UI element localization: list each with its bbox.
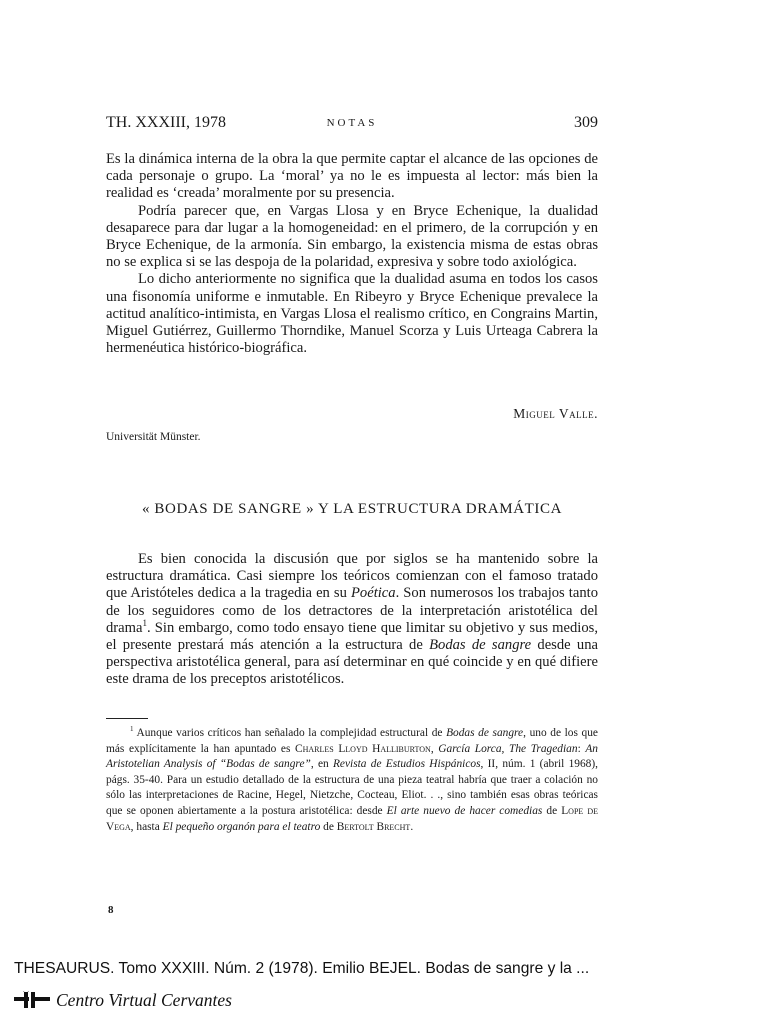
intro-text: [106, 151, 598, 357]
italic-title: Poética: [351, 585, 396, 602]
author-affiliation: Universität Münster.: [106, 431, 201, 443]
italic-title: Bodas de sangre: [429, 637, 532, 654]
paragraph: Podría parecer que, en Vargas Llosa y en Bryce Echenique, la dualidad desaparece para dar lugar a la homogeneidad: en el primero, de la corrupción y en Bryce Echenique, de la armonía. Sin embargo, la existencia misma de estas obras no se explica si se las despoja de la polaridad, expresiva y sobre todo axiológica.: [106, 202, 598, 271]
page-number: 309: [574, 114, 598, 131]
cvc-logo-icon: [14, 991, 50, 1009]
footnote-ref: 1: [142, 617, 147, 628]
cvc-brand-name: Centro Virtual Cervantes: [56, 989, 232, 1010]
author-signature: Miguel Valle.: [513, 406, 598, 421]
footnote-number: 1: [130, 725, 134, 734]
paragraph: Lo dicho anteriormente no significa que la dualidad asuma en todos los casos una fisonomía uniforme e inmutable. En Ribeyro y Bryce Echenique prevalece la actitud analítico-intimista, en Vargas Llosa el realismo crítico, en Congrains Martin, Miguel Gutiérrez, Guillermo Thorndike, Manuel Scorza y Luis Urteaga Cabrera la hermenéutica histórico-biográfica.: [106, 271, 598, 357]
author-name: Charles Lloyd Halliburton: [295, 742, 431, 755]
header-section: NOTAS: [326, 117, 378, 129]
author-name: Lope de Vega: [106, 804, 598, 833]
running-header: [106, 114, 598, 136]
article-body: [106, 551, 598, 689]
printer-signature-mark: 8: [108, 904, 114, 916]
footnote-rule: [106, 718, 148, 719]
header-volume: TH. XXXIII, 1978: [106, 114, 226, 131]
author-name: Bertolt Brecht: [336, 820, 411, 833]
paragraph: Es bien conocida la discusión que por siglos se ha mantenido sobre la estructura dramática. Casi siempre los teóricos comienzan con el famoso tratado que Aristóteles dedica a la tragedia en su Poética. Son numerosos los trabajos tanto de los seguidores como de los detractores de la interpretación aristotélica del drama$^1$. Sin embargo, como todo ensayo tiene que limitar su objetivo y sus medios, el presente prestará más atención a la estructura de Bodas de sangre desde una perspectiva aristotélica general, para así determinar en qué coincide y en qué difiere este drama de los preceptos aristotélicos.: [106, 551, 598, 688]
paragraph: Es la dinámica interna de la obra la que permite captar el alcance de las opciones de cada personaje o grupo. La ‘moral’ ya no le es impuesta al lector: más bien la realidad es ‘creada’ moralmente por su presencia.: [106, 151, 598, 202]
footnote-text: $^1$ Aunque varios críticos han señalado la complejidad estructural de Bodas de sangre, uno de los que más explícitamente la han apuntado es Charles Lloyd Halliburton, García Lorca, The Tragedian: An Aristotelian Analysis of “Bodas de sangre”, en Revista de Estudios Hispánicos, II, núm. 1 (abril 1968), págs. 35-40. Para un estudio detallado de la estructura de una pieza teatral habría que traer a colación no sólo las interpretaciones de Racine, Hegel, Nietzche, Cocteau, Eliot. . ., sino también esas obras teóricas que se oponen abiertamente a la postura aristotélica: desde El arte nuevo de hacer comedias de Lope de Vega, hasta El pequeño organón para el teatro de Bertolt Brecht.: [106, 725, 599, 833]
section-title: « BODAS DE SANGRE » Y LA ESTRUCTURA DRAMÁTICA: [141, 501, 563, 517]
cvc-brand[interactable]: [14, 988, 232, 1012]
footnote: [106, 726, 598, 835]
citation-link[interactable]: THESAURUS. Tomo XXXIII. Núm. 2 (1978). Emilio BEJEL. Bodas de sangre y la ...: [14, 960, 590, 977]
